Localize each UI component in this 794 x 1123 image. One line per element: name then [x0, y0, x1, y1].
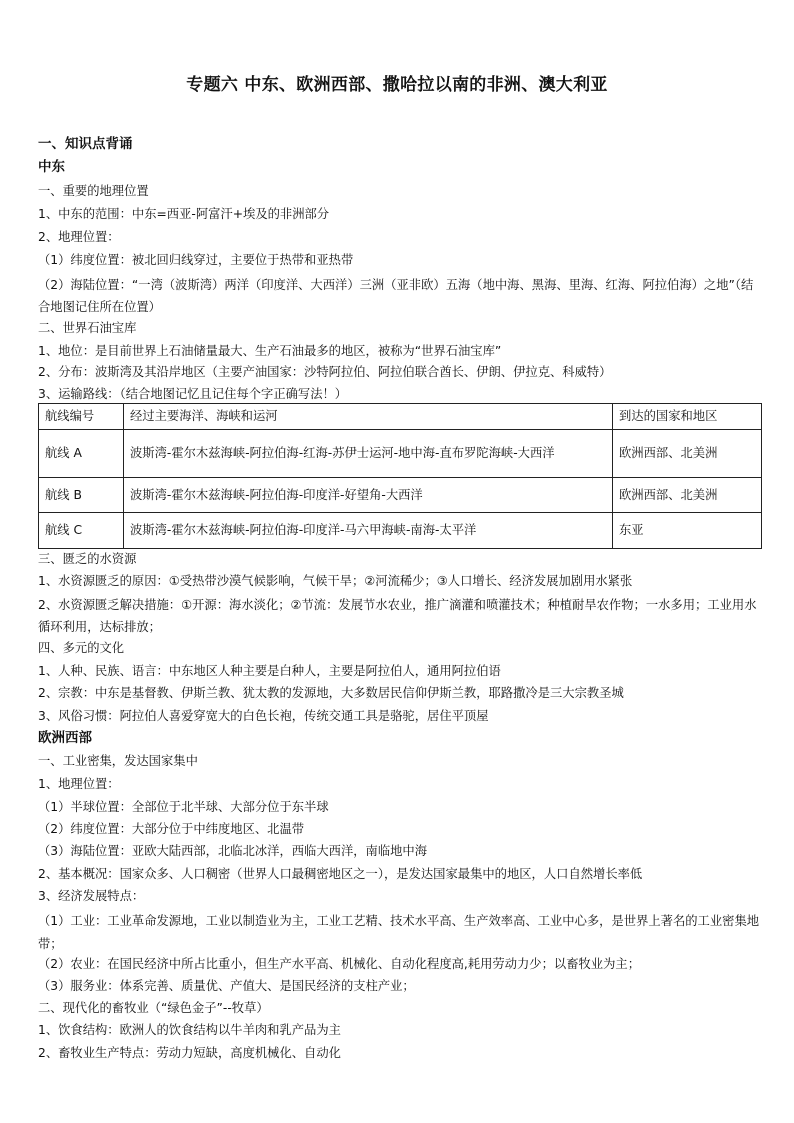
- table-cell: 航线 B: [39, 478, 124, 513]
- table-cell: 波斯湾-霍尔木兹海峡-阿拉伯海-印度洋-马六甲海峡-南海-太平洋: [124, 513, 613, 549]
- text-line: （3）海陆位置：亚欧大陆西部，北临北冰洋，西临大西洋，南临地中海: [38, 844, 428, 858]
- text-line: 一、工业密集，发达国家集中: [38, 754, 198, 768]
- text-line: （2）农业：在国民经济中所占比重小，但生产水平高、机械化、自动化程度高,耗用劳动力少；以畜牧业为主；: [38, 957, 640, 971]
- text-line: 1、水资源匮乏的原因：①受热带沙漠气候影响，气候干旱；②河流稀少；③人口增长、经济发展加剧用水紧张: [38, 574, 633, 588]
- text-line: 二、世界石油宝库: [38, 321, 137, 335]
- text-line: 3、经济发展特点：: [38, 889, 145, 903]
- table-header-row: [39, 404, 762, 430]
- text-line: 一、重要的地理位置: [38, 184, 149, 198]
- text-line: 1、饮食结构：欧洲人的饮食结构以牛羊肉和乳产品为主: [38, 1023, 341, 1037]
- table-cell: 欧洲西部、北美洲: [613, 478, 762, 513]
- text-line: 2、水资源匮乏解决措施：①开源：海水淡化；②节流：发展节水农业，推广滴灌和喷灌技术；种植耐旱农作物；一水多用；工业用水循环利用，达标排放；: [38, 598, 757, 634]
- middle-east-heading: 中东: [38, 159, 65, 175]
- text-line: （3）服务业：体系完善、质量优、产值大、是国民经济的支柱产业；: [38, 979, 415, 993]
- table-cell: 航线 A: [39, 430, 124, 478]
- text-line: 三、匮乏的水资源: [38, 552, 137, 566]
- text-line: 3、运输路线：（结合地图记忆且记住每个字正确写法！）: [38, 387, 348, 401]
- table-row: [39, 430, 762, 478]
- shipping-routes-table: [38, 403, 762, 549]
- text-line: 2、地理位置：: [38, 230, 120, 244]
- text-line: （1）纬度位置：被北回归线穿过，主要位于热带和亚热带: [38, 253, 354, 267]
- table-header-cell: 经过主要海洋、海峡和运河: [124, 404, 613, 430]
- table-cell: 航线 C: [39, 513, 124, 549]
- text-line: （2）海陆位置：“一湾（波斯湾）两洋（印度洋、大西洋）三洲（亚非欧）五海（地中海、黑海、里海、红海、阿拉伯海）之地”（结合地图记住所在位置）: [38, 278, 754, 314]
- text-line: （1）工业：工业革命发源地，工业以制造业为主，工业工艺精、技术水平高、生产效率高、工业中心多，是世界上著名的工业密集地带；: [38, 914, 760, 951]
- text-line: 3、风俗习惯：阿拉伯人喜爱穿宽大的白色长袍，传统交通工具是骆驼，居住平顶屋: [38, 709, 489, 723]
- page-title: 专题六 中东、欧洲西部、撒哈拉以南的非洲、澳大利亚: [186, 75, 608, 95]
- table-header-cell: 到达的国家和地区: [613, 404, 762, 430]
- table-header-cell: 航线编号: [39, 404, 124, 430]
- table-cell: 东亚: [613, 513, 762, 549]
- text-line: 1、人种、民族、语言：中东地区人种主要是白种人，主要是阿拉伯人，通用阿拉伯语: [38, 664, 501, 678]
- text-line: 二、现代化的畜牧业（“绿色金子”--牧草）: [38, 1001, 269, 1015]
- text-line: 1、地理位置：: [38, 777, 120, 791]
- text-line: （1）半球位置：全部位于北半球、大部分位于东半球: [38, 800, 329, 814]
- table-row: [39, 478, 762, 513]
- text-line: （2）纬度位置：大部分位于中纬度地区、北温带: [38, 822, 305, 836]
- text-line: 2、分布：波斯湾及其沿岸地区（主要产油国家：沙特阿拉伯、阿拉伯联合酋长、伊朗、伊拉克、科威特）: [38, 365, 612, 379]
- table-cell: 波斯湾-霍尔木兹海峡-阿拉伯海-印度洋-好望角-大西洋: [124, 478, 613, 513]
- table-row: [39, 513, 762, 549]
- text-line: 1、中东的范围：中东=西亚-阿富汗+埃及的非洲部分: [38, 207, 330, 221]
- text-line: 2、基本概况：国家众多、人口稠密（世界人口最稠密地区之一），是发达国家最集中的地区，人口自然增长率低: [38, 867, 643, 881]
- table-cell: 波斯湾-霍尔木兹海峡-阿拉伯海-红海-苏伊士运河-地中海-直布罗陀海峡-大西洋: [124, 430, 613, 478]
- text-line: 1、地位：是目前世界上石油储量最大、生产石油最多的地区，被称为“世界石油宝库”: [38, 344, 502, 358]
- section-heading: 一、知识点背诵: [38, 136, 133, 152]
- western-europe-heading: 欧洲西部: [38, 730, 92, 746]
- text-line: 2、宗教：中东是基督教、伊斯兰教、犹太教的发源地，大多数居民信仰伊斯兰教，耶路撒冷是三大宗教圣城: [38, 686, 624, 700]
- text-line: 四、多元的文化: [38, 641, 125, 655]
- table-cell: 欧洲西部、北美洲: [613, 430, 762, 478]
- text-line: 2、畜牧业生产特点：劳动力短缺，高度机械化、自动化: [38, 1046, 341, 1060]
